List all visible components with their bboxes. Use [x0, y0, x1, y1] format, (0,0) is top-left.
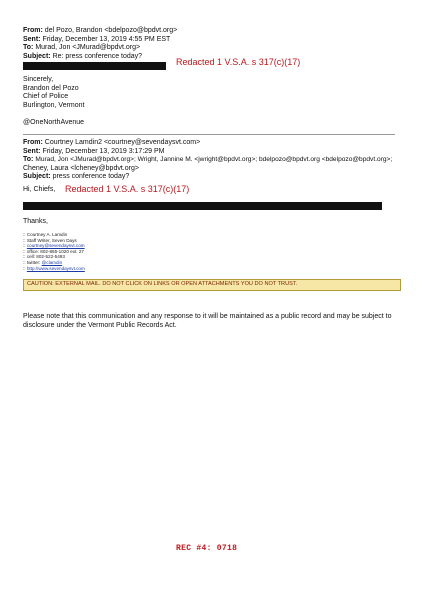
- sig-cell-line: :: cell: 802-522-5493: [23, 254, 65, 260]
- from-value: del Pozo, Brandon <bdelpozo@bpdvt.org>: [44, 27, 178, 34]
- record-number: REC #4: 0718: [176, 544, 238, 553]
- to-label: To:: [23, 156, 34, 164]
- to-value: Murad, Jon <JMurad@bpdvt.org>: [35, 44, 141, 52]
- email2-to-row-cont: Cheney, Laura <lcheney@bpdvt.org>: [23, 164, 139, 172]
- sig-twitter-line: :: twitter: @clamdin: [23, 259, 63, 265]
- signature-name: Brandon del Pozo: [23, 84, 79, 92]
- subject-value: Re: press conference today?: [52, 52, 143, 60]
- sent-value: Friday, December 13, 2019 4:55 PM EST: [42, 35, 171, 43]
- subject-value: press conference today?: [52, 173, 130, 181]
- signature-title: Chief of Police: [23, 93, 69, 101]
- to-label: To:: [23, 44, 34, 52]
- email2-to-row: [23, 156, 408, 165]
- sig-title-line: :: Staff Writer, Seven Days: [23, 237, 77, 243]
- from-label: From:: [23, 27, 43, 34]
- sent-value: Friday, December 13, 2019 3:17:29 PM: [42, 147, 165, 155]
- to-value: Murad, Jon <JMurad@bpdvt.org>; Wright, Jannine M. <jwright@bpdvt.org>; bdelpozo@bpdvt.org <bdelpozo@bpdvt.org>;: [35, 156, 393, 164]
- email1-to-row: [23, 44, 403, 53]
- email1-redaction-bar: [23, 62, 166, 70]
- subject-label: Subject:: [23, 173, 51, 181]
- email1-redaction-label: Redacted 1 V.S.A. s 317(c)(17): [176, 57, 301, 67]
- sig-web-link[interactable]: http://www.sevendaysvt.com: [26, 265, 85, 271]
- email2-signature-block: [23, 232, 85, 271]
- email2-from-row: [23, 139, 408, 148]
- email1-signature: [23, 76, 84, 110]
- subject-label: Subject:: [23, 52, 51, 60]
- from-value: Courtney Lamdin2 <courtney@sevendaysvt.com>: [44, 139, 201, 146]
- sent-label: Sent:: [23, 147, 41, 155]
- email2-redaction-bar: [23, 202, 382, 210]
- sent-label: Sent:: [23, 35, 41, 43]
- caution-text: CAUTION: EXTERNAL MAIL. DO NOT CLICK ON LINKS OR OPEN ATTACHMENTS YOU DO NOT TRUST.: [27, 281, 298, 287]
- public-records-disclaimer: Please note that this communication and any response to it will be maintained as a public record and may be subject to disclosure under the Vermont Public Records Act.: [23, 313, 392, 329]
- sig-web-line: :: http://www.sevendaysvt.com: [23, 265, 85, 271]
- email1-sent-row: [23, 36, 403, 45]
- signature-location: Burlington, Vermont: [23, 101, 85, 109]
- email2-header: [23, 139, 408, 182]
- email-divider: [23, 134, 395, 135]
- sig-twitter-link[interactable]: @clamdin: [41, 259, 63, 265]
- thanks: Thanks,: [23, 218, 48, 225]
- email2-sent-row: [23, 148, 408, 157]
- caution-banner: [23, 279, 401, 291]
- sig-email-link[interactable]: courtney@sevendaysvt.com: [26, 243, 85, 249]
- sig-name-line: :: Courtney A. Lamdin: [23, 232, 68, 237]
- sig-office-line: :: office: 802-865-1020 ext. 27: [23, 248, 84, 254]
- email2-subject-row: [23, 173, 408, 182]
- sig-email-line: :: courtney@sevendaysvt.com: [23, 243, 85, 249]
- email2-redaction-label: Redacted 1 V.S.A. s 317(c)(17): [65, 184, 190, 194]
- signoff: Sincerely,: [23, 76, 54, 83]
- email1-from-row: [23, 27, 403, 36]
- signature-handle: @OneNorthAvenue: [23, 119, 85, 126]
- from-label: From:: [23, 139, 43, 146]
- greeting: Hi, Chiefs,: [23, 186, 56, 193]
